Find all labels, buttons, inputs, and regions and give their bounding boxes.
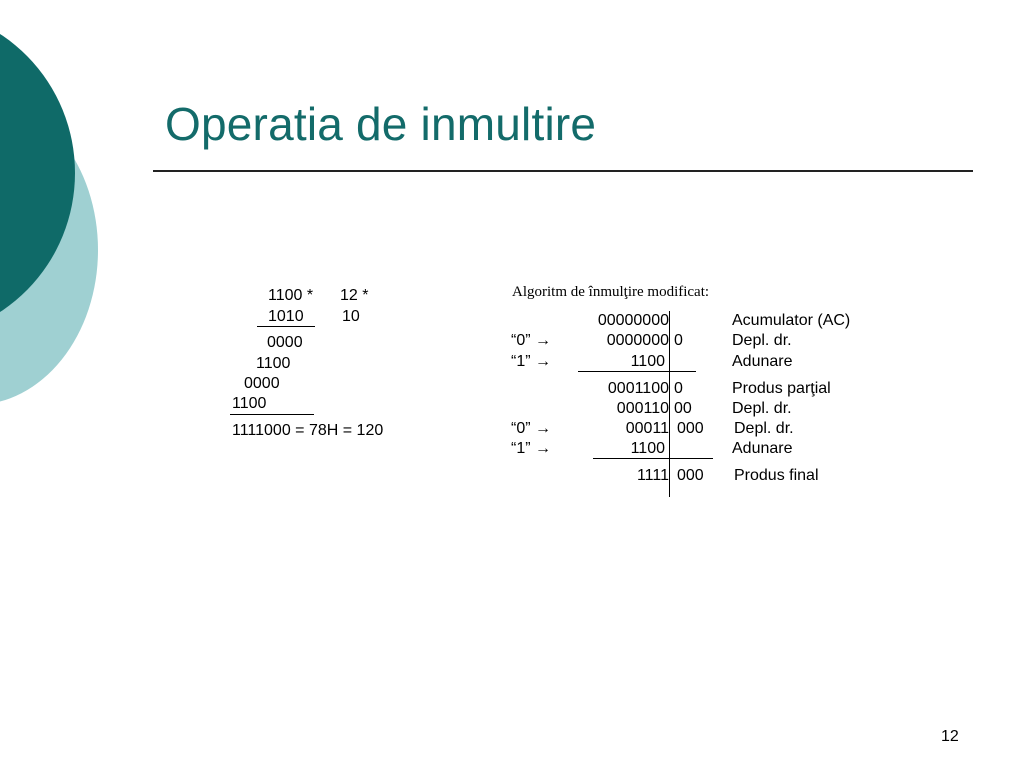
page-number: 12 [941,728,959,745]
title-divider [153,170,973,172]
underline-partials [230,414,314,415]
step-marker-6: “1” → [511,440,551,457]
ac-left-7: 1111 [636,467,669,484]
ac-right-7: 000 [677,467,704,484]
ac-left-2: 1100 [630,353,665,370]
step-label-3: Produs parţial [732,380,831,397]
step-label-0: Acumulator (AC) [732,312,851,329]
step-marker-5: “0” → [511,420,551,437]
ac-left-0: 00000000 [597,312,669,329]
ac-left-1: 0000000 [606,332,669,349]
ac-right-1: 0 [674,332,683,349]
partial-product-3: 0000 [244,375,280,392]
multiplicand-decimal: 12 * [340,287,369,304]
step-label-6: Adunare [732,440,793,457]
sum-line-1 [578,371,696,372]
step-label-2: Adunare [732,353,793,370]
ac-left-4: 000110 [616,400,669,417]
algorithm-heading: Algoritm de înmulţire modificat: [512,284,710,300]
ac-left-5: 00011 [625,420,669,437]
ac-right-3: 0 [674,380,683,397]
ac-right-5: 000 [677,420,704,437]
product-result: 1111000 = 78H = 120 [232,422,384,439]
step-label-5: Depl. dr. [734,420,794,437]
step-label-1: Depl. dr. [732,332,792,349]
multiplier-binary: 1010 [268,308,304,325]
step-label-4: Depl. dr. [732,400,792,417]
step-marker-1: “0” → [511,332,551,349]
register-separator [669,311,670,497]
partial-product-1: 0000 [267,334,303,351]
multiplier-decimal: 10 [342,308,360,325]
slide-title: Operatia de inmultire [165,98,597,150]
step-marker-2: “1” → [511,353,551,370]
sum-line-2 [593,458,713,459]
ac-right-4: 00 [674,400,692,417]
partial-product-4: 1100 [232,395,267,412]
multiplicand-binary: 1100 * [268,287,314,304]
ac-left-6: 1100 [630,440,665,457]
step-label-7: Produs final [734,467,819,484]
underline-multiplier [257,326,315,327]
partial-product-2: 1100 [256,355,291,372]
ac-left-3: 0001100 [607,380,669,397]
